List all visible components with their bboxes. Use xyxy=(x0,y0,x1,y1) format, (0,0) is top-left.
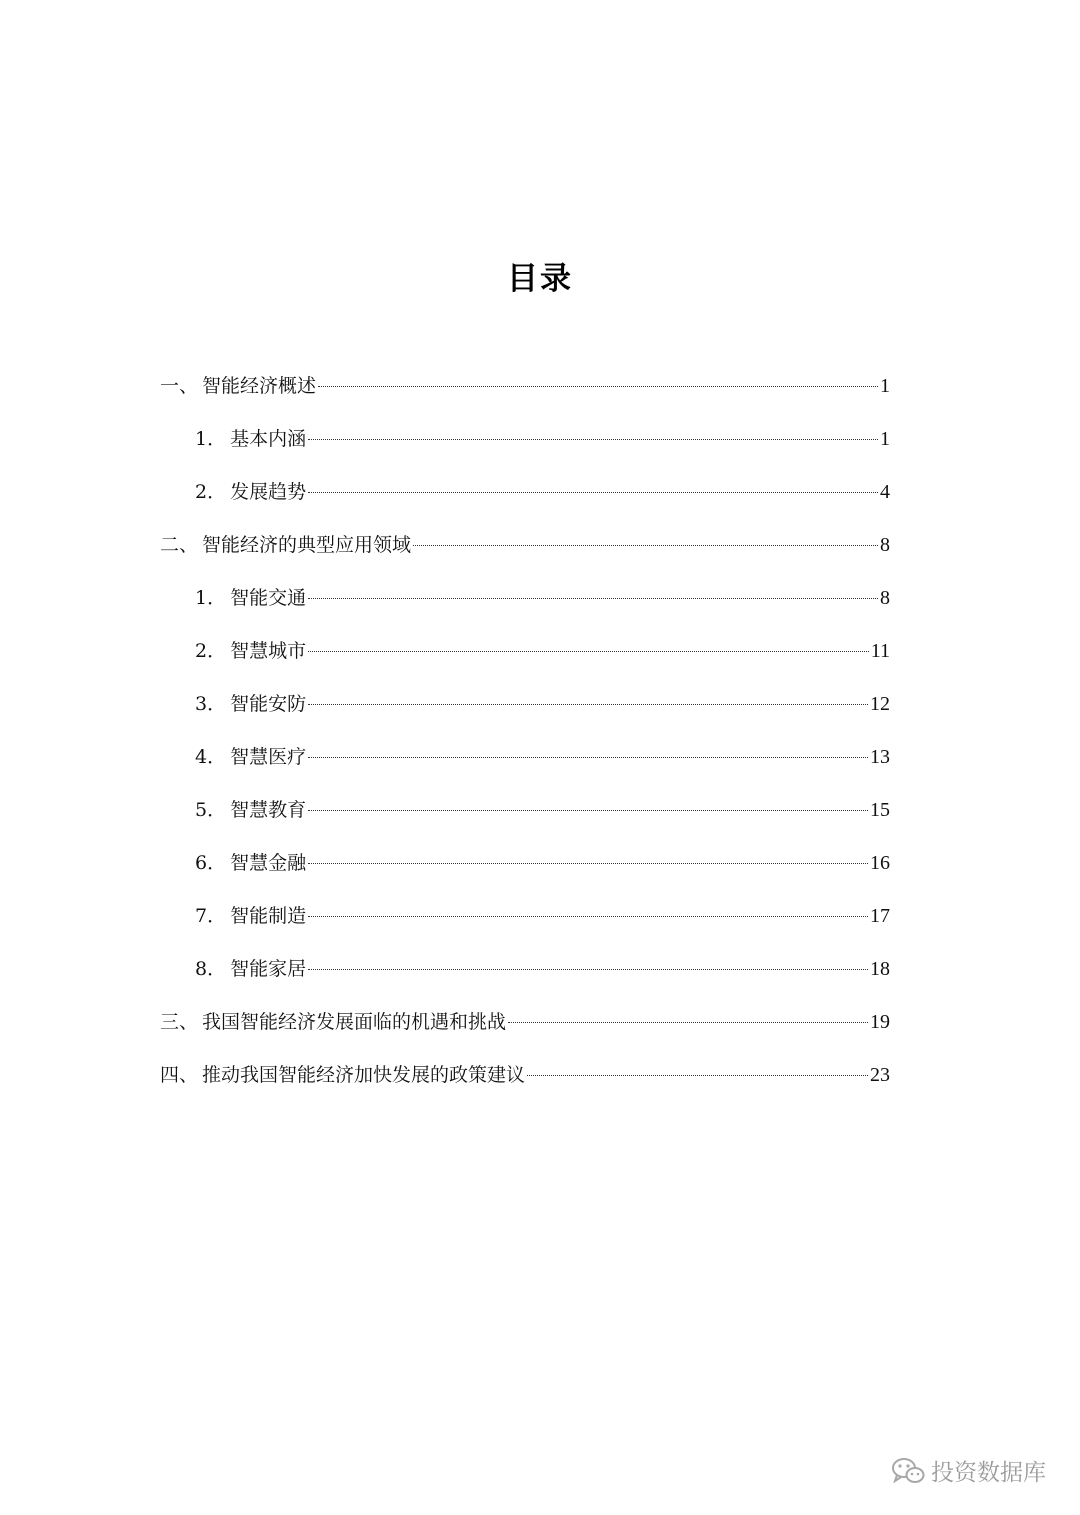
toc-entry-number: 4． xyxy=(195,746,227,768)
toc-entry-title: 推动我国智能经济加快发展的政策建议 xyxy=(202,1064,526,1086)
toc-dot-leader xyxy=(318,386,878,387)
toc-dot-leader xyxy=(308,863,868,864)
toc-entry-label xyxy=(195,689,306,719)
toc-page-number: 12 xyxy=(870,693,890,715)
toc-page-number: 19 xyxy=(870,1011,890,1033)
toc-entry[interactable] xyxy=(160,954,890,1007)
toc-entry-title: 智慧教育 xyxy=(230,799,307,821)
toc-page-number: 8 xyxy=(880,534,890,556)
toc-entry[interactable] xyxy=(160,795,890,848)
toc-entry-title: 我国智能经济发展面临的机遇和挑战 xyxy=(202,1011,507,1033)
toc-entry-number: 1． xyxy=(195,428,227,450)
toc-entry-number: 3． xyxy=(195,693,227,715)
toc-entry-label xyxy=(195,424,306,454)
toc-entry-label xyxy=(160,1007,506,1037)
toc-entry-label xyxy=(195,795,306,825)
toc-page-number: 15 xyxy=(870,799,890,821)
toc-entry-title: 智能安防 xyxy=(230,693,307,715)
toc-dot-leader xyxy=(308,810,868,811)
toc-dot-leader xyxy=(308,651,869,652)
toc-entry-label xyxy=(195,901,306,931)
page-title: 目录 xyxy=(507,260,573,297)
toc-entry-number: 5． xyxy=(195,799,227,821)
toc-page-number: 4 xyxy=(880,481,890,503)
toc-entry[interactable] xyxy=(160,371,890,424)
toc-entry-label xyxy=(195,636,306,666)
toc-entry[interactable] xyxy=(160,901,890,954)
toc-entry-number: 2． xyxy=(195,481,227,503)
toc-dot-leader xyxy=(308,439,878,440)
toc-entry-label xyxy=(195,848,306,878)
toc-entry-number: 一、 xyxy=(160,375,199,397)
toc-entry[interactable] xyxy=(160,583,890,636)
table-of-contents xyxy=(160,371,890,1113)
toc-entry-label xyxy=(160,1060,525,1090)
toc-entry-number: 6． xyxy=(195,852,227,874)
toc-entry-number: 2． xyxy=(195,640,227,662)
toc-entry-title: 基本内涵 xyxy=(230,428,307,450)
toc-entry[interactable] xyxy=(160,848,890,901)
toc-dot-leader xyxy=(508,1022,868,1023)
toc-dot-leader xyxy=(308,598,878,599)
toc-entry-title: 发展趋势 xyxy=(230,481,307,503)
toc-page-number: 17 xyxy=(870,905,890,927)
toc-entry-title: 智能经济的典型应用领域 xyxy=(202,534,412,556)
toc-entry-title: 智能家居 xyxy=(230,958,307,980)
watermark-text: 投资数据库 xyxy=(931,1460,1046,1486)
toc-dot-leader xyxy=(308,492,878,493)
toc-entry-label xyxy=(195,477,306,507)
toc-entry[interactable] xyxy=(160,424,890,477)
toc-page-number: 18 xyxy=(870,958,890,980)
toc-entry-title: 智慧医疗 xyxy=(230,746,307,768)
toc-page-number: 11 xyxy=(870,640,890,662)
toc-dot-leader xyxy=(308,916,868,917)
toc-page-number: 16 xyxy=(870,852,890,874)
toc-entry-label xyxy=(195,954,306,984)
toc-entry[interactable] xyxy=(160,1007,890,1060)
toc-entry-title: 智能经济概述 xyxy=(202,375,317,397)
toc-entry-number: 三、 xyxy=(160,1011,199,1033)
toc-entry-number: 二、 xyxy=(160,534,199,556)
toc-dot-leader xyxy=(308,704,868,705)
toc-page-number: 8 xyxy=(880,587,890,609)
toc-entry-title: 智能制造 xyxy=(230,905,307,927)
toc-entry-label xyxy=(195,742,306,772)
toc-entry-label xyxy=(195,583,306,613)
toc-entry-number: 7． xyxy=(195,905,227,927)
toc-dot-leader xyxy=(308,757,868,758)
toc-dot-leader xyxy=(413,545,878,546)
toc-entry-number: 四、 xyxy=(160,1064,199,1086)
toc-entry-label xyxy=(160,371,316,401)
toc-entry-number: 8． xyxy=(195,958,227,980)
toc-entry[interactable] xyxy=(160,1060,890,1113)
toc-entry-label xyxy=(160,530,411,560)
toc-entry-title: 智能交通 xyxy=(230,587,307,609)
toc-page-number: 13 xyxy=(870,746,890,768)
toc-entry-title: 智慧金融 xyxy=(230,852,307,874)
toc-entry-title: 智慧城市 xyxy=(230,640,307,662)
toc-entry[interactable] xyxy=(160,689,890,742)
toc-entry[interactable] xyxy=(160,530,890,583)
toc-entry[interactable] xyxy=(160,477,890,530)
toc-page-number: 1 xyxy=(880,428,890,450)
toc-dot-leader xyxy=(308,969,868,970)
source-watermark xyxy=(891,1454,1046,1487)
toc-entry[interactable] xyxy=(160,636,890,689)
wechat-icon xyxy=(891,1456,925,1486)
toc-page-number: 23 xyxy=(870,1064,890,1086)
toc-dot-leader xyxy=(527,1075,868,1076)
toc-page-number: 1 xyxy=(880,375,890,397)
toc-entry[interactable] xyxy=(160,742,890,795)
toc-entry-number: 1． xyxy=(195,587,227,609)
